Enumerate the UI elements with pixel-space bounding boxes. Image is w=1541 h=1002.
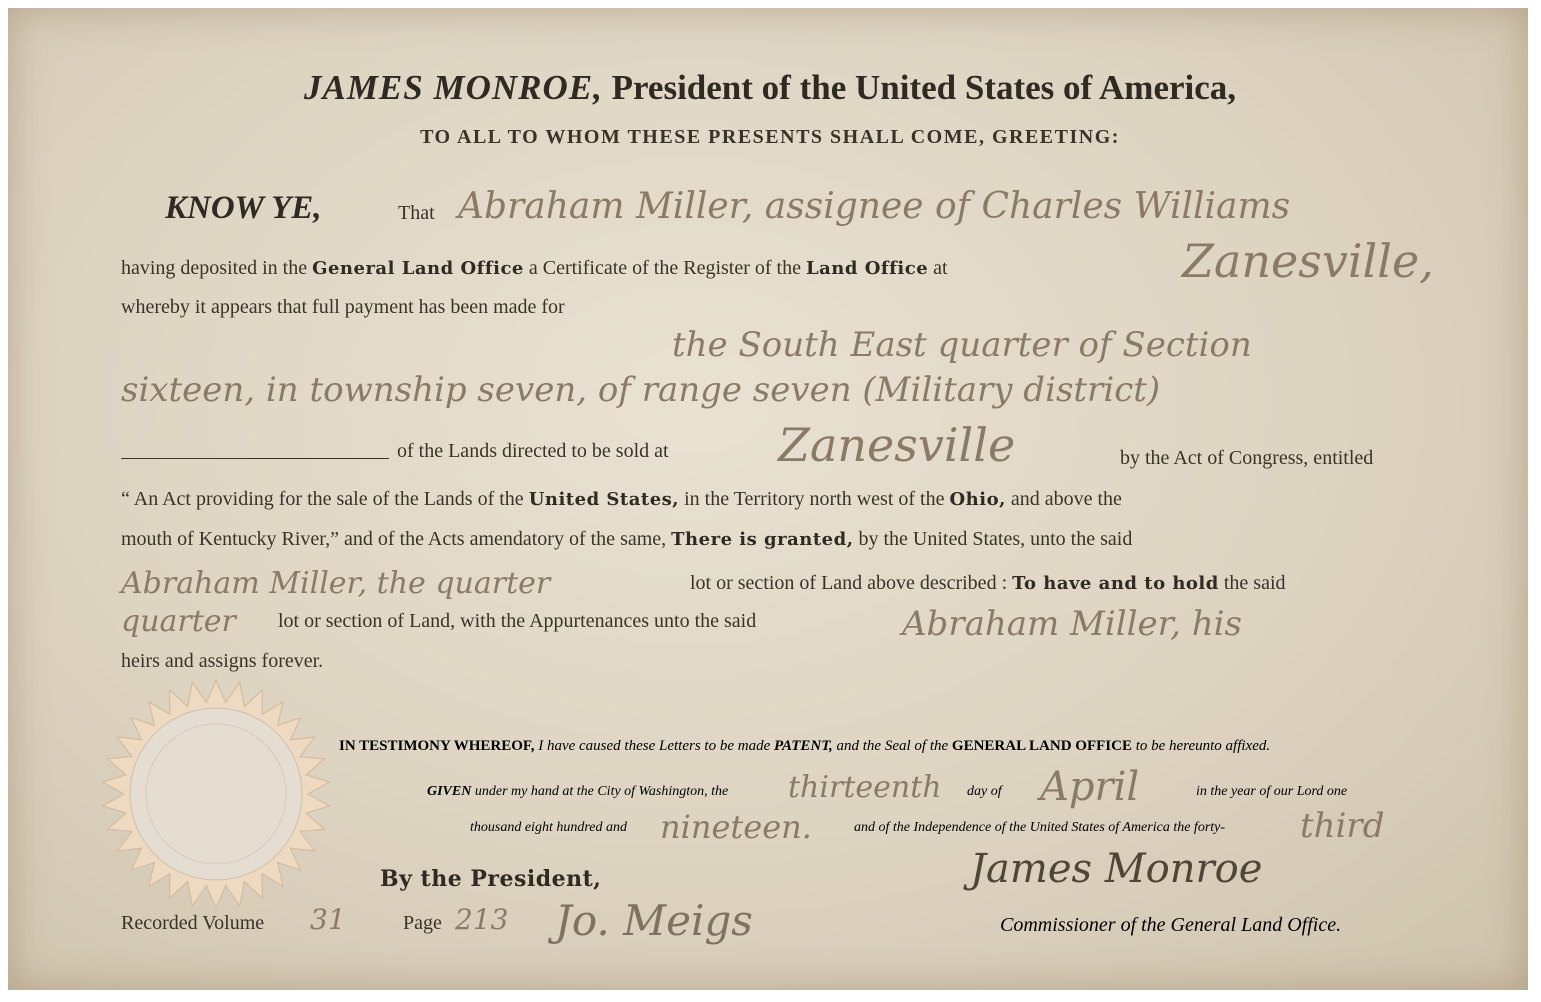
text-in-testimony: IN TESTIMONY WHEREOF, <box>339 738 535 754</box>
president-name: JAMES MONROE, <box>303 68 603 107</box>
quarter-script: quarter <box>121 604 236 639</box>
independence-year-script: third <box>1300 806 1385 846</box>
text-hereunto-affixed: to be hereunto affixed. <box>1135 738 1271 754</box>
text-land-office: Land Office <box>805 258 929 279</box>
recorded-volume-number: 31 <box>310 903 346 936</box>
month-script: April <box>1040 764 1140 810</box>
text-act-providing: “ An Act providing for the sale of the Lands of the <box>121 488 524 510</box>
text-having-deposited: having deposited in the <box>121 257 308 279</box>
title-rest: President of the United States of America, <box>602 68 1237 107</box>
seal-icon <box>100 678 332 910</box>
text-there-is-granted: There is granted, <box>671 529 854 550</box>
text-caused-letters: I have caused these Letters to be made <box>538 738 771 754</box>
text-year-of-lord: in the year of our Lord one <box>1196 784 1348 799</box>
know-ye-heading: KNOW YE, <box>165 190 322 226</box>
line-act-of-congress: by the Act of Congress, entitled <box>1120 447 1374 469</box>
that-word: That <box>398 202 435 224</box>
line-payment: whereby it appears that full payment has been made for <box>121 296 565 318</box>
greeting-line: TO ALL TO WHOM THESE PRESENTS SHALL COME, GREETING: <box>420 126 1120 148</box>
line-lot-described <box>690 572 1286 595</box>
text-glo: GENERAL LAND OFFICE <box>951 738 1132 754</box>
text-independence: and of the Independence of the United States of America the forty- <box>854 820 1226 835</box>
text-the-said: the said <box>1223 572 1286 594</box>
text-given: GIVEN <box>427 784 472 799</box>
tract-description-1: the South East quarter of Section <box>672 325 1252 365</box>
text-certificate: a Certificate of the Register of the <box>528 257 801 279</box>
text-ohio: Ohio, <box>949 489 1006 510</box>
line-act-providing <box>121 488 1122 511</box>
commissioner-title: Commissioner of the General Land Office. <box>1000 914 1342 936</box>
given-line <box>427 784 728 800</box>
text-unto-the-said: by the United States, unto the said <box>858 528 1133 550</box>
grantee-his-script: Abraham Miller, his <box>902 604 1242 644</box>
general-land-office-seal <box>100 678 332 910</box>
testimony-line <box>339 738 1270 755</box>
text-seal-of-the: and the Seal of the <box>836 738 949 754</box>
text-thousand-eight: thousand eight hundred and <box>470 820 627 835</box>
grantee-quarter-script: Abraham Miller, the quarter <box>121 566 551 601</box>
president-signature: James Monroe <box>970 846 1263 892</box>
text-general-land-office: General Land Office <box>312 258 524 279</box>
line-heirs: heirs and assigns forever. <box>121 650 324 672</box>
text-mouth-kentucky: mouth of Kentucky River,” and of the Acts amendatory of the same, <box>121 528 667 550</box>
text-at: at <box>933 257 948 279</box>
year-script: nineteen. <box>660 808 812 846</box>
sale-location-script: Zanesville <box>778 418 1016 472</box>
recorded-page-label: Page <box>403 912 442 934</box>
recorded-page-number: 213 <box>455 903 509 936</box>
text-to-have-and-to-hold: To have and to hold <box>1012 573 1219 594</box>
commissioner-signature: Jo. Meigs <box>555 896 753 945</box>
text-above-the: and above the <box>1010 488 1122 510</box>
recorded-volume-label: Recorded Volume <box>121 912 265 934</box>
text-lot-described: lot or section of Land above described : <box>690 572 1008 594</box>
line-lands-directed: of the Lands directed to be sold at <box>397 440 669 462</box>
day-script: thirteenth <box>788 770 942 805</box>
line-kentucky <box>121 528 1132 551</box>
text-under-my-hand: under my hand at the City of Washington, the <box>474 784 729 799</box>
by-the-president: By the President, <box>380 866 602 892</box>
line-deposited <box>121 257 948 280</box>
text-patent: PATENT, <box>774 738 833 754</box>
text-day-of: day of <box>967 784 1002 799</box>
text-united-states: United States, <box>528 489 680 510</box>
office-location-script: Zanesville, <box>1182 234 1434 288</box>
grantee-assignee-script: Abraham Miller, assignee of Charles Williams <box>458 186 1291 227</box>
document-title <box>0 68 1540 108</box>
text-territory: in the Territory north west of the <box>684 488 945 510</box>
blank-rule <box>121 458 389 459</box>
tract-description-2: sixteen, in township seven, of range seven (Military district) <box>121 370 1161 410</box>
line-appurtenances: lot or section of Land, with the Appurtenances unto the said <box>278 610 757 632</box>
